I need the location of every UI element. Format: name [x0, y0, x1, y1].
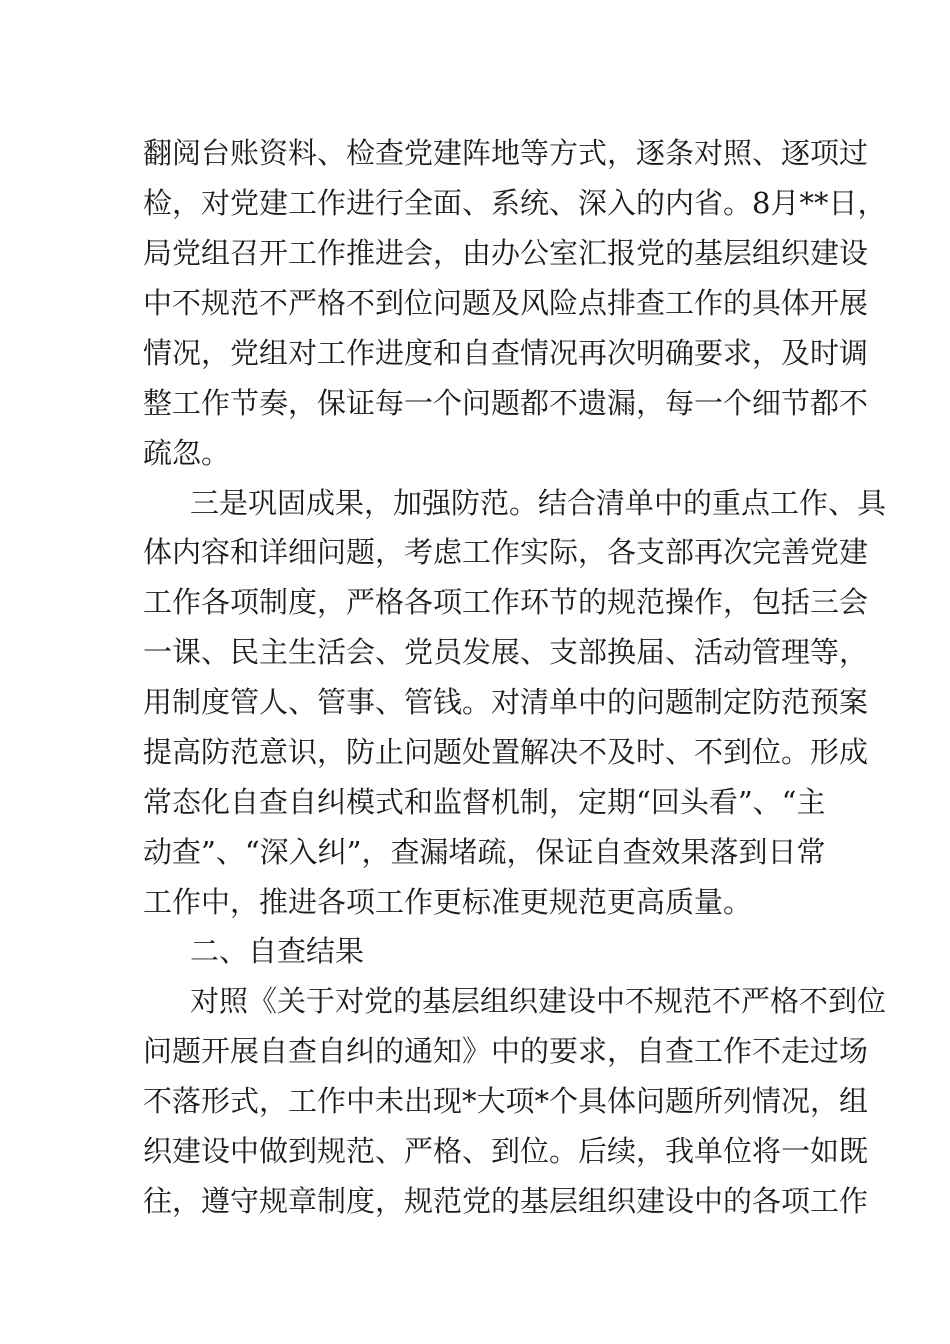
text-line: 织建设中做到规范、严格、到位。后续，我单位将一如既 — [143, 1134, 869, 1168]
text-line: 中不规范不严格不到位问题及风险点排查工作的具体开展 — [143, 286, 869, 320]
text-line: 不落形式，工作中未出现*大项*个具体问题所列情况，组 — [143, 1084, 869, 1118]
paragraph-start-line: 对照《关于对党的基层组织建设中不规范不严格不到位 — [190, 984, 887, 1018]
section-heading: 二、自查结果 — [190, 934, 365, 968]
text-line: 动查”、“深入纠”，查漏堵疏，保证自查效果落到日常 — [143, 835, 826, 869]
text-line: 检，对党建工作进行全面、系统、深入的内省。8月**日， — [143, 186, 887, 220]
text-line: 体内容和详细问题，考虑工作实际，各支部再次完善党建 — [143, 535, 869, 569]
text-line: 整工作节奏，保证每一个问题都不遗漏，每一个细节都不 — [143, 386, 869, 420]
text-line: 问题开展自查自纠的通知》中的要求，自查工作不走过场 — [143, 1034, 869, 1068]
text-line: 提高防范意识，防止问题处置解决不及时、不到位。形成 — [143, 735, 869, 769]
text-line: 工作中，推进各项工作更标准更规范更高质量。 — [143, 885, 753, 919]
text-line: 局党组召开工作推进会，由办公室汇报党的基层组织建设 — [143, 236, 869, 270]
text-line: 情况，党组对工作进度和自查情况再次明确要求，及时调 — [143, 336, 869, 370]
text-line: 常态化自查自纠模式和监督机制，定期“回头看”、“主 — [143, 785, 826, 819]
text-line: 翻阅台账资料、检查党建阵地等方式，逐条对照、逐项过 — [143, 136, 869, 170]
text-line: 工作各项制度，严格各项工作环节的规范操作，包括三会 — [143, 585, 869, 619]
text-line: 一课、民主生活会、党员发展、支部换届、活动管理等， — [143, 635, 869, 669]
text-line: 疏忽。 — [143, 436, 231, 470]
text-line: 用制度管人、管事、管钱。对清单中的问题制定防范预案 — [143, 685, 869, 719]
text-line: 往，遵守规章制度，规范党的基层组织建设中的各项工作 — [143, 1184, 869, 1218]
paragraph-start-line: 三是巩固成果，加强防范。结合清单中的重点工作、具 — [190, 486, 887, 520]
